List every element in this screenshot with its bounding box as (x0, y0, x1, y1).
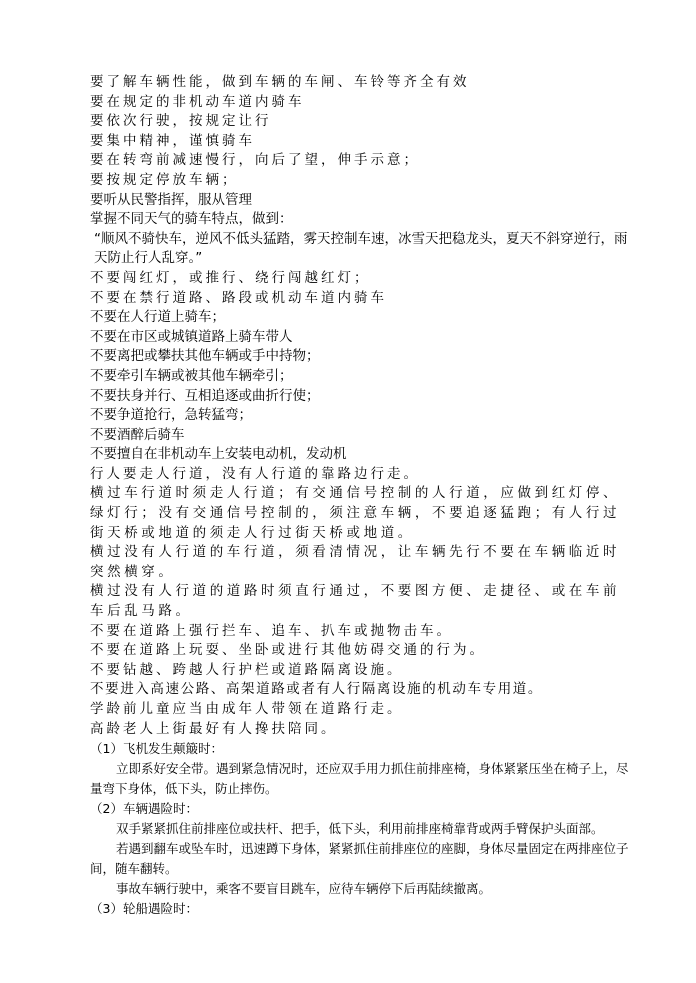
text-line: 不要牵引车辆或被其他车辆牵引； (90, 367, 293, 384)
text-line: 不要酒醉后骑车 (90, 426, 185, 443)
text-paragraph: 横过没有人行道的道路时须直行通过，不要图方便、走捷径、或在车前车后乱马路。 (90, 583, 621, 620)
section-paragraph (90, 839, 630, 879)
text-line: 不要扶身并行、互相追逐或曲折行使； (90, 387, 320, 404)
text-line: 学龄前儿童应当由成年人带领在道路行走。 (90, 701, 404, 717)
section-paragraph (90, 759, 630, 799)
text-line: 要在转弯前减速慢行，向后了望，伸手示意； (90, 152, 420, 169)
section-paragraph (90, 819, 630, 839)
text-line: 不要在人行道上骑车； (90, 309, 225, 326)
section-heading: （2）车辆遇险时： (90, 801, 198, 817)
section-heading: （3）轮船遇险时： (90, 901, 198, 917)
text-line: 不要在禁行道路、路段或机动车道内骑车 (90, 289, 387, 306)
section-paragraph-text: 双手紧紧抓住前排座位或扶杆、把手，低下头，利用前排座椅靠背或两手臂保护头面部。 (116, 821, 604, 837)
text-line: 要依次行驶，按规定让行 (90, 113, 272, 130)
text-line: 不要闯红灯，或推行、绕行闯越红灯； (90, 269, 371, 286)
text-line: 不要在市区或城镇道路上骑车带人 (90, 328, 293, 345)
text-paragraph: 横过没有人行道的车行道，须看清情况，让车辆先行不要在车辆临近时突然横穿。 (90, 544, 621, 580)
text-line: 要按规定停放车辆； (90, 171, 239, 188)
text-line: 要集中精神，谨慎骑车 (90, 132, 255, 149)
text-paragraph: 横过车行道时须走人行道；有交通信号控制的人行道，应做到红灯停、绿灯行；没有交通信号控制的，须注意车辆，不要追逐猛跑；有人行过街天桥或地道的须走人行过街天桥或地道。 (90, 485, 621, 541)
text-line: 不要擅自在非机动车上安装电动机，发动机 (90, 446, 347, 463)
text-line: 要在规定的非机动车道内骑车 (90, 93, 305, 110)
text-line: 不要离把或攀扶其他车辆或手中持物； (90, 348, 320, 365)
section-paragraph (90, 879, 630, 899)
text-line: 不要在道路上强行拦车、追车、扒车或抛物击车。 (90, 622, 453, 639)
text-line: 掌握不同天气的骑车特点，做到： (90, 211, 293, 228)
section-paragraph-text: 立即系好安全带。遇到紧急情况时，还应双手用力抓住前排座椅，身体紧紧压坐在椅子上，尽量弯下身体，低下头，防止摔伤。 (90, 761, 629, 797)
section-paragraph-text: 若遇到翻车或坠车时，迅速蹲下身体，紧紧抓住前排座位的座脚，身体尽量固定在两排座位子间，随车翻转。 (90, 841, 629, 877)
section-heading: （1）飞机发生颠簸时： (90, 741, 223, 757)
text-line: 不要争道抢行，急转猛弯； (90, 407, 252, 424)
text-line: 行人要走人行道，没有人行道的靠路边行走。 (90, 465, 420, 482)
text-line: 高龄老人上街最好有人搀扶陪同。 (90, 720, 338, 737)
text-line: 不要在道路上玩耍、坐卧或进行其他妨碍交通的行为。 (90, 642, 486, 659)
text-line: 不要钻越、跨越人行护栏或道路隔离设施。 (90, 661, 404, 678)
section-paragraph-text: 事故车辆行驶中，乘客不要盲目跳车，应待车辆停下后再陆续撤离。 (116, 881, 492, 897)
text-line: 要听从民警指挥，服从管理 (90, 191, 252, 208)
text-line: 要了解车辆性能，做到车辆的车闸、车铃等齐全有效 (90, 74, 470, 90)
text-line: 不要进入高速公路、高架道路或者有人行隔离设施的机动车专用道。 (90, 681, 543, 698)
document-body (90, 73, 630, 919)
quote-paragraph: “顺风不骑快车，逆风不低头猛踏，雾天控制车速，冰雪天把稳龙头，夏天不斜穿逆行，雨天防止行人乱穿。” (94, 230, 628, 267)
